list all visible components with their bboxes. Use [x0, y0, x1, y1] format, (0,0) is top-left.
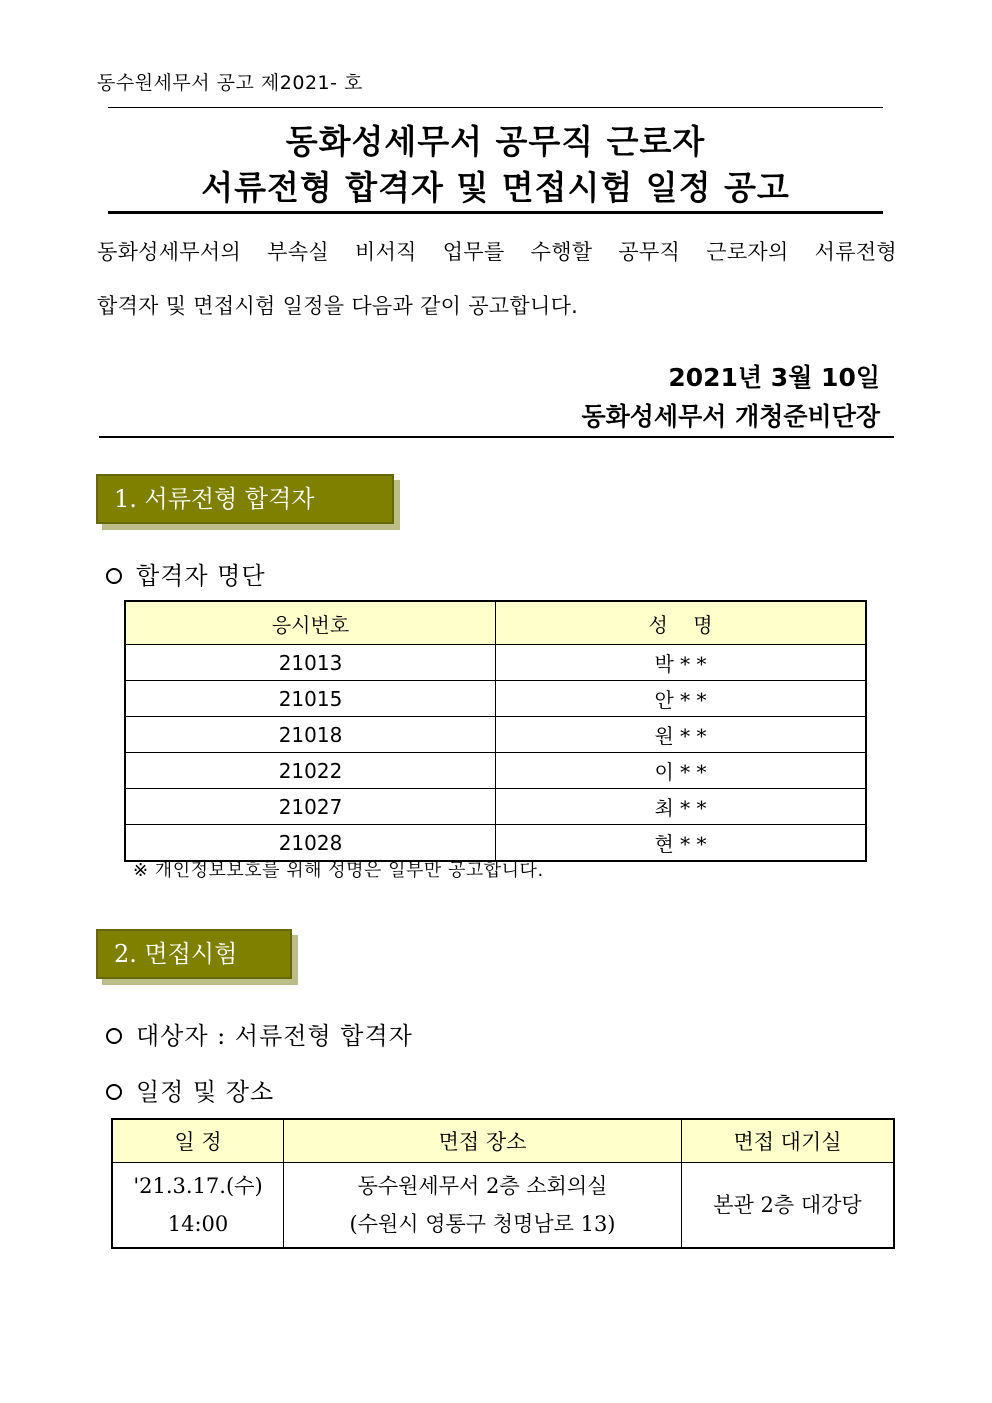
schedule-header-place: 면접 장소 [284, 1119, 682, 1163]
section-2-heading: 2. 면접시험 [96, 929, 292, 979]
bullet-text: 일정 및 장소 [136, 1078, 275, 1106]
circle-bullet-icon [106, 1084, 122, 1100]
candidate-name: 박 * * [496, 645, 867, 681]
candidate-id: 21013 [125, 645, 496, 681]
candidate-name: 이 * * [496, 753, 867, 789]
intro-line-2: 합격자 및 면접시험 일정을 다음과 같이 공고합니다. [97, 294, 579, 318]
circle-bullet-icon [106, 1028, 122, 1044]
section-1-bullet [106, 556, 266, 591]
title-line-1: 동화성세무서 공무직 근로자 [285, 122, 706, 161]
table-row [125, 681, 866, 717]
passed-candidates-table [124, 600, 867, 862]
interview-place: 동수원세무서 2층 소회의실 [357, 1174, 608, 1198]
candidate-name: 현 * * [496, 825, 867, 862]
interview-schedule-table [111, 1118, 895, 1249]
circle-bullet-icon [106, 568, 122, 584]
table-row [125, 717, 866, 753]
interview-place-cell [284, 1163, 682, 1249]
table-row [125, 753, 866, 789]
schedule-header-waiting: 면접 대기실 [682, 1119, 895, 1163]
intro-line-1: 동화성세무서의 부속실 비서직 업무를 수행할 공무직 근로자의 서류전형 [97, 240, 897, 264]
candidate-id: 21027 [125, 789, 496, 825]
table-header-id: 응시번호 [125, 601, 496, 645]
interview-date-cell [112, 1163, 284, 1249]
issuer: 동화성세무서 개청준비단장 [581, 402, 880, 431]
table-row [112, 1163, 894, 1249]
candidate-name: 안 * * [496, 681, 867, 717]
candidate-id: 21022 [125, 753, 496, 789]
interview-date: '21.3.17.(수) [133, 1174, 263, 1198]
intro-paragraph [97, 225, 897, 333]
candidate-id: 21018 [125, 717, 496, 753]
privacy-note: ※ 개인정보보호를 위해 성명은 일부만 공고합니다. [133, 860, 544, 881]
notice-number: 동수원세무서 공고 제2021- 호 [97, 72, 363, 94]
candidate-name: 최 * * [496, 789, 867, 825]
candidate-id: 21028 [125, 825, 496, 862]
table-row [125, 789, 866, 825]
bullet-text: 합격자 명단 [136, 562, 266, 590]
interview-time: 14:00 [167, 1212, 229, 1236]
title-line-2: 서류전형 합격자 및 면접시험 일정 공고 [201, 168, 790, 207]
schedule-header-date: 일 정 [112, 1119, 284, 1163]
section-2-bullet-1 [106, 1016, 413, 1051]
title-rule [108, 211, 883, 214]
section-1-heading: 1. 서류전형 합격자 [96, 474, 394, 524]
waiting-room: 본관 2층 대강당 [682, 1163, 895, 1249]
interview-address: (수원시 영통구 청명남로 13) [349, 1212, 616, 1236]
notice-date: 2021년 3월 10일 [668, 363, 880, 392]
section-2-bullet-2 [106, 1072, 274, 1107]
top-rule [108, 107, 883, 108]
table-header-name: 성 명 [496, 601, 867, 645]
table-row [125, 645, 866, 681]
candidate-id: 21015 [125, 681, 496, 717]
header-bottom-rule [99, 436, 894, 438]
bullet-text: 대상자 : 서류전형 합격자 [136, 1022, 413, 1050]
candidate-name: 원 * * [496, 717, 867, 753]
